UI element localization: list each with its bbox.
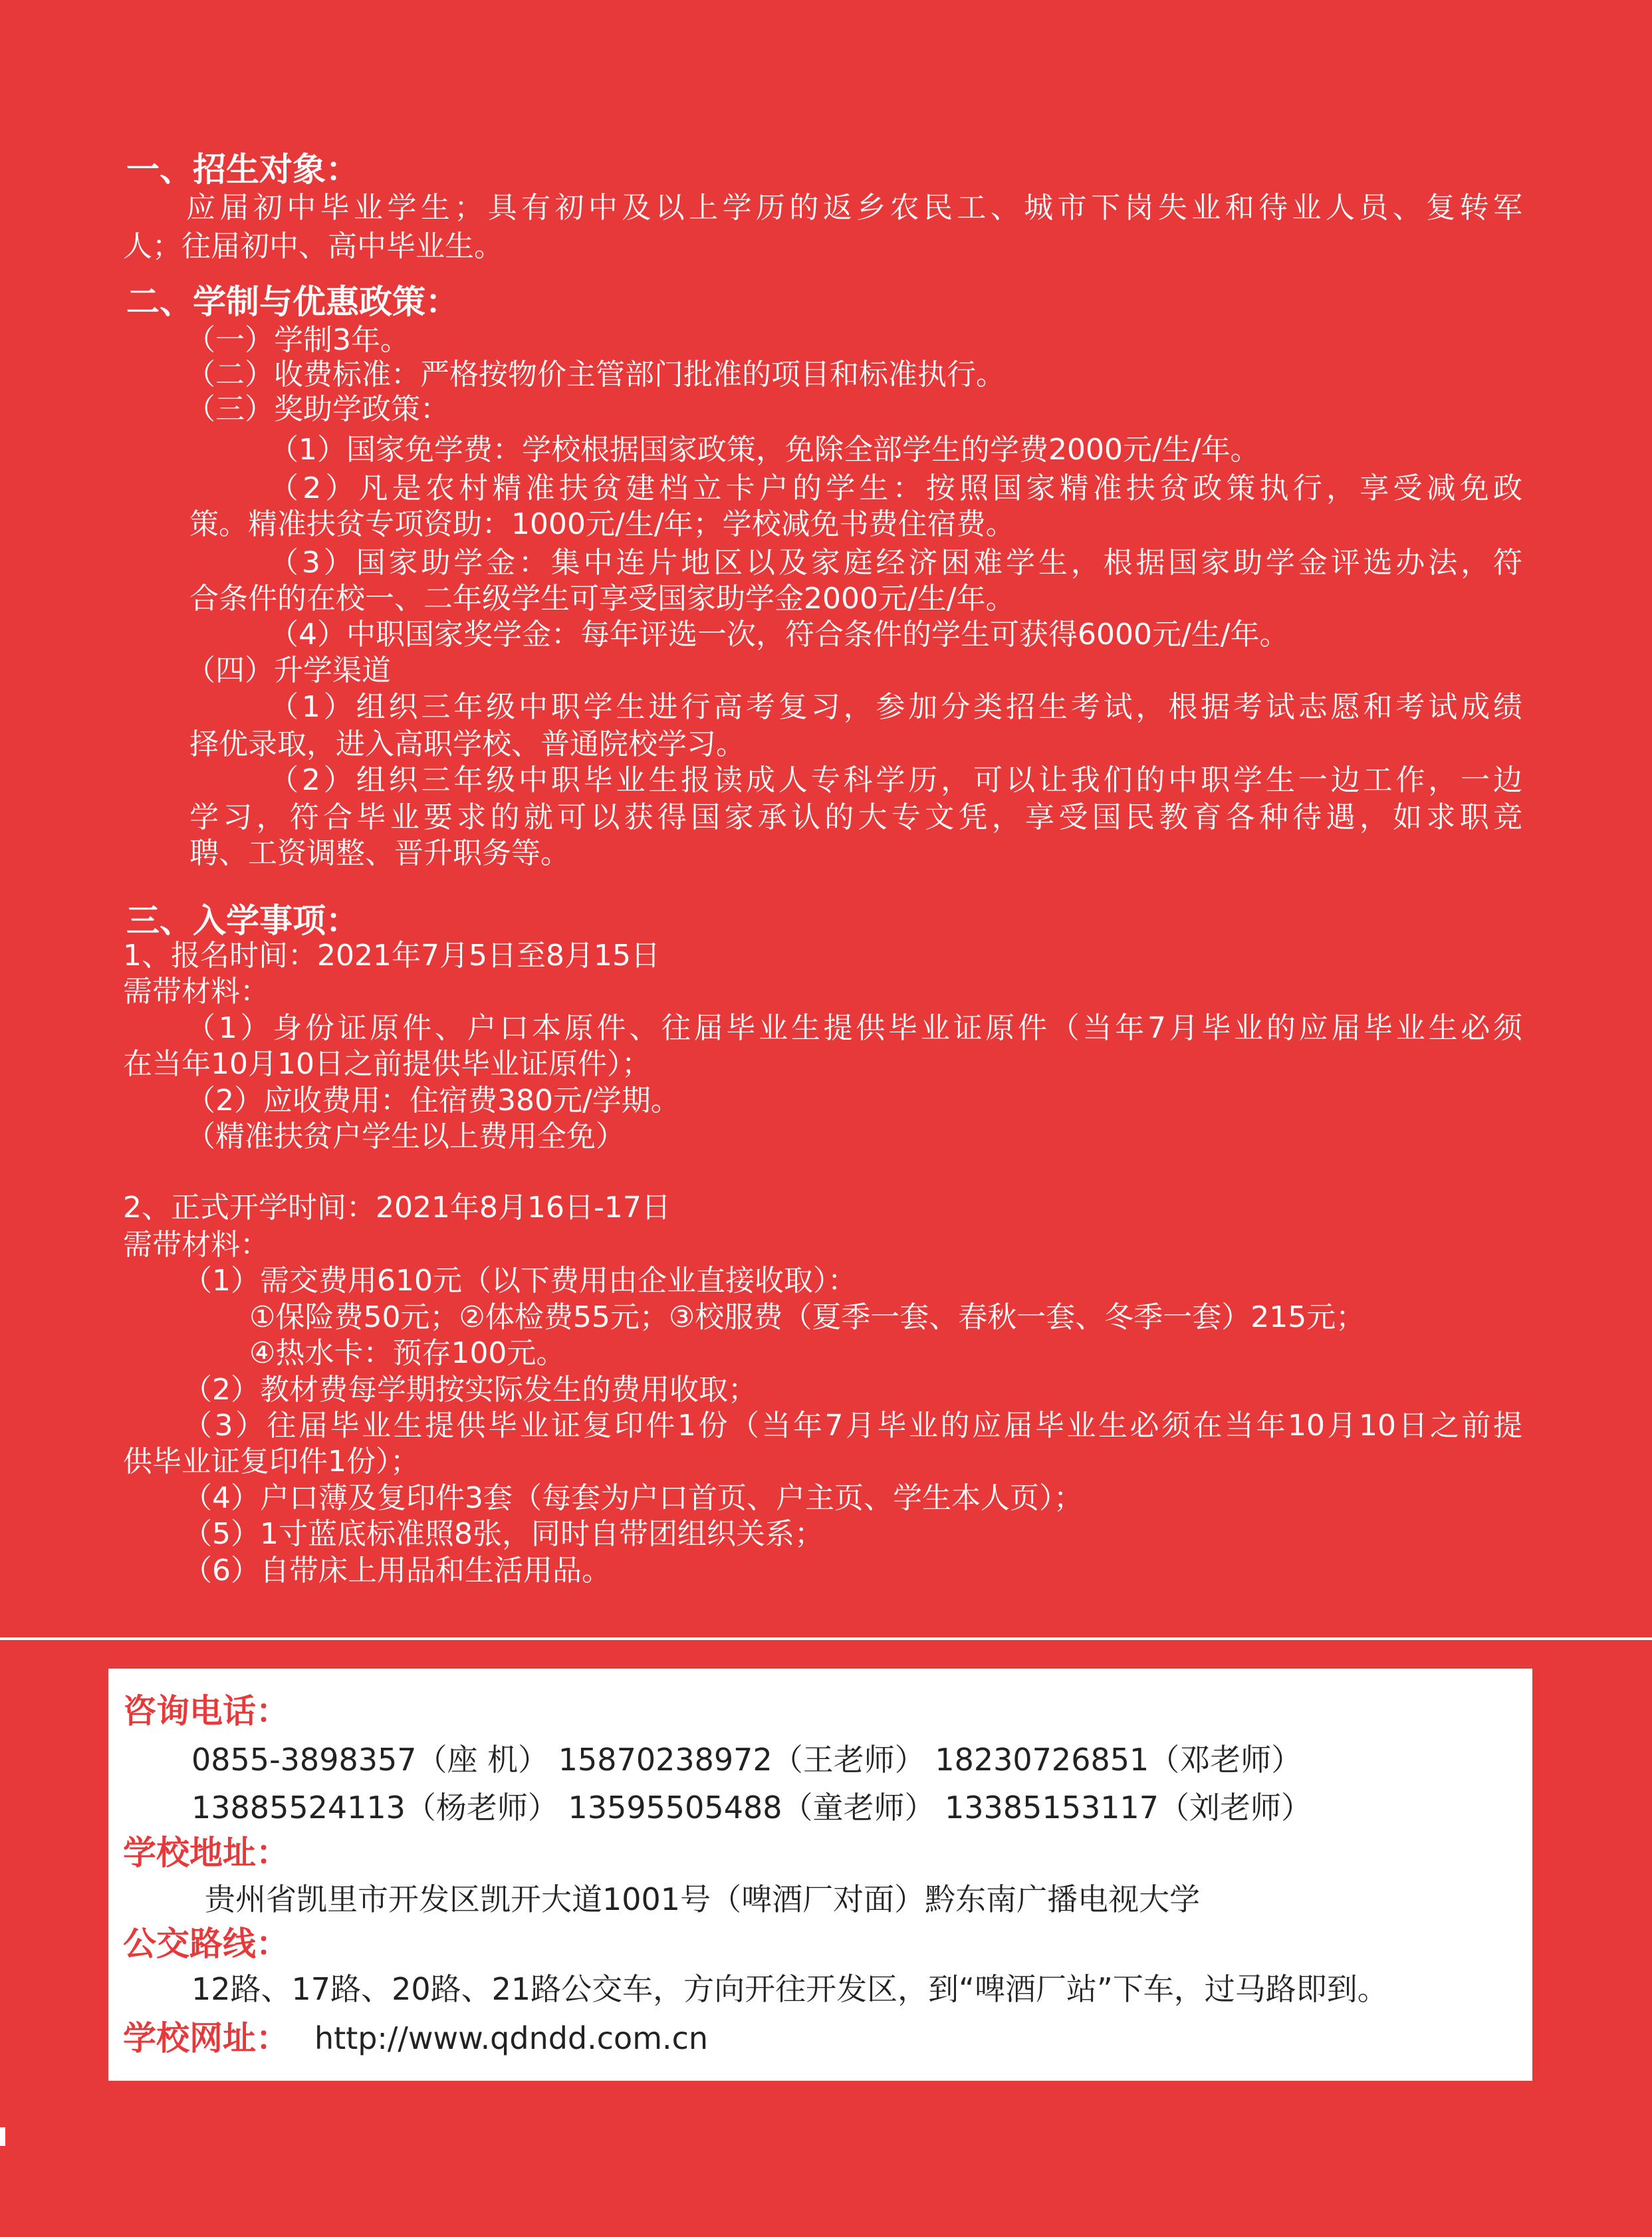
phone-line-2: 13885524113（杨老师） 13595505488（童老师） 13385153117（刘老师） <box>191 1790 1312 1825</box>
school-start-time: 2、正式开学时间：2021年8月16日-17日 <box>123 1191 671 1225</box>
contact-box <box>108 1669 1532 2081</box>
school-start-materials-label: 需带材料： <box>123 1228 269 1262</box>
registration-item-1-line1: （1）身份证原件、户口本原件、往届毕业生提供毕业证原件（当年7月毕业的应届毕业生必须 <box>186 1011 1522 1045</box>
start-item-4: （4）户口薄及复印件3套（每套为户口首页、户主页、学生本人页）； <box>183 1481 1083 1515</box>
pathway-item-2-line2: 学习，符合毕业要求的就可以获得国家承认的大专文凭，享受国民教育各种待遇，如求职竞 <box>189 800 1522 834</box>
website-link[interactable]: http://www.qdndd.com.cn <box>314 2020 709 2056</box>
pathway-item-2-line1: （2）组织三年级中职毕业生报读成人专科学历，可以让我们的中职学生一边工作，一边 <box>269 763 1522 797</box>
registration-item-1-line2: 在当年10月10日之前提供毕业证原件）； <box>123 1047 651 1081</box>
phone-heading: 咨询电话： <box>123 1692 289 1730</box>
website-heading: 学校网址： <box>123 2019 289 2058</box>
pathway-item-2-line3: 聘、工资调整、晋升职务等。 <box>189 836 570 870</box>
subsidy-item-4: （4）中职国家奖学金：每年评选一次，符合条件的学生可获得6000元/生/年。 <box>269 618 1289 651</box>
subsidy-item-3-line1: （3）国家助学金：集中连片地区以及家庭经济困难学生，根据国家助学金评选办法，符 <box>269 546 1522 580</box>
section2-item-3: （三）奖助学政策： <box>186 392 449 426</box>
section2-heading: 二、学制与优惠政策： <box>126 283 459 321</box>
phone-line-1: 0855-3898357（座 机） 15870238972（王老师） 18230726851（邓老师） <box>191 1742 1302 1778</box>
registration-item-2: （2）应收费用：住宿费380元/学期。 <box>186 1084 680 1118</box>
start-item-1: （1）需交费用610元（以下费用由企业直接收取）： <box>183 1264 857 1298</box>
bus-route-text: 12路、17路、20路、21路公交车，方向开往开发区，到“啤酒厂站”下车，过马路即到。 <box>191 1971 1388 2007</box>
section1-line2: 人；往届初中、高中毕业生。 <box>123 229 503 263</box>
edge-mark <box>0 2127 5 2146</box>
start-item-1-hotwater: ④热水卡：预存100元。 <box>249 1336 566 1370</box>
subsidy-item-1: （1）国家免学费：学校根据国家政策，免除全部学生的学费2000元/生/年。 <box>269 433 1260 467</box>
pathway-item-1-line2: 择优录取，进入高职学校、普通院校学习。 <box>189 727 745 761</box>
start-item-3-line2: 供毕业证复印件1份）； <box>123 1445 419 1478</box>
start-item-5: （5）1寸蓝底标准照8张，同时自带团组织关系； <box>183 1517 824 1551</box>
section1-line1: 应届初中毕业学生；具有初中及以上学历的返乡农民工、城市下岗失业和待业人员、复转军 <box>186 191 1522 225</box>
section3-heading: 三、入学事项： <box>126 901 359 940</box>
start-item-1-fees: ①保险费50元；②体检费55元；③校服费（夏季一套、春秋一套、冬季一套）215元； <box>249 1300 1365 1334</box>
subsidy-item-3-line2: 合条件的在校一、二年级学生可享受国家助学金2000元/生/年。 <box>189 582 1015 616</box>
start-item-6: （6）自带床上用品和生活用品。 <box>183 1554 611 1588</box>
section1-heading: 一、招生对象： <box>126 150 359 189</box>
section2-item-2: （二）收费标准：严格按物价主管部门批准的项目和标准执行。 <box>186 358 1005 392</box>
address-heading: 学校地址： <box>123 1833 289 1872</box>
pathway-item-1-line1: （1）组织三年级中职学生进行高考复习，参加分类招生考试，根据考试志愿和考试成绩 <box>269 690 1522 724</box>
subsidy-item-2-line1: （2）凡是农村精准扶贫建档立卡户的学生：按照国家精准扶贫政策执行，享受减免政 <box>269 471 1522 505</box>
start-item-3-line1: （3）往届毕业生提供毕业证复印件1份（当年7月毕业的应届毕业生必须在当年10月10日之前提 <box>183 1409 1522 1443</box>
registration-note: （精准扶贫户学生以上费用全免） <box>186 1119 625 1153</box>
section2-item-4: （四）升学渠道 <box>186 653 391 687</box>
start-item-2: （2）教材费每学期按实际发生的费用收取； <box>183 1373 757 1407</box>
registration-materials-label: 需带材料： <box>123 975 269 1008</box>
subsidy-item-2-line2: 策。精准扶贫专项资助：1000元/生/年；学校减免书费住宿费。 <box>189 507 1015 541</box>
divider-line <box>0 1637 1652 1640</box>
section2-item-1: （一）学制3年。 <box>186 323 410 357</box>
address-text: 贵州省凯里市开发区凯开大道1001号（啤酒厂对面）黔东南广播电视大学 <box>205 1881 1201 1917</box>
registration-time: 1、报名时间：2021年7月5日至8月15日 <box>123 939 660 973</box>
bus-heading: 公交路线： <box>123 1925 289 1963</box>
